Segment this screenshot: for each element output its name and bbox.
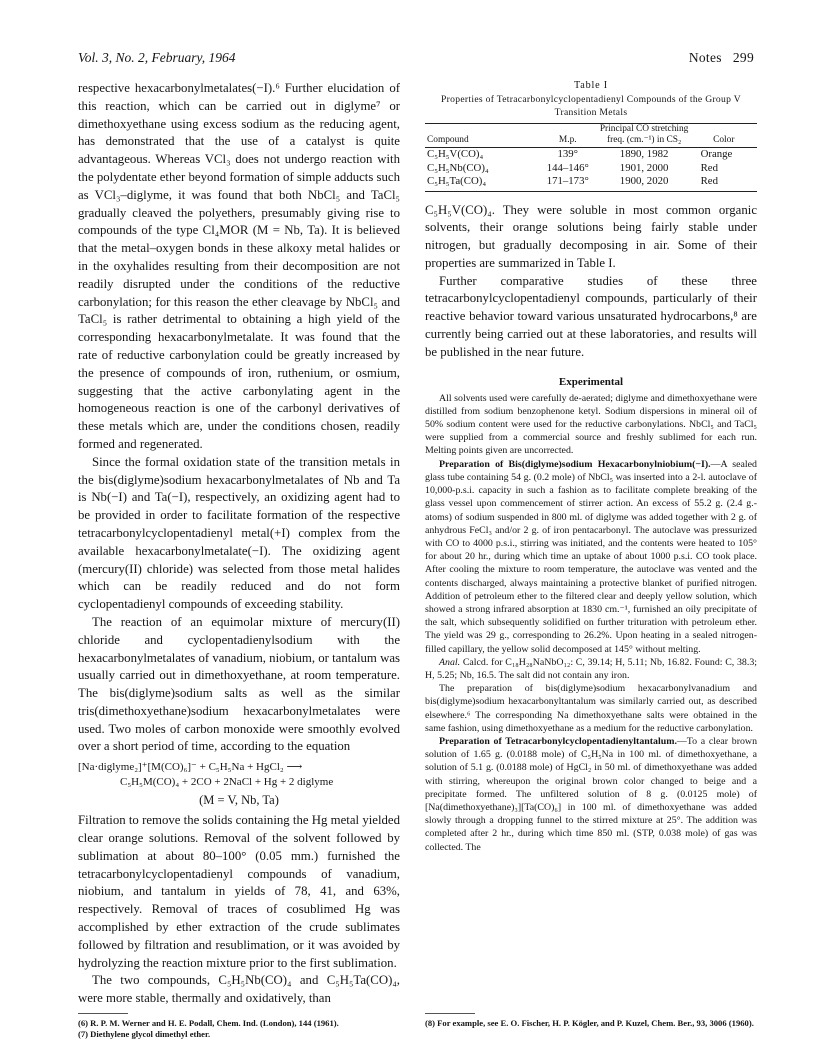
table-row xyxy=(425,175,757,191)
footnote: (8) For example, see E. O. Fischer, H. P. Kögler, and P. Kuzel, Chem. Ber., 93, 3006 (1960). xyxy=(425,1018,754,1028)
column-header: M.p. xyxy=(538,124,598,148)
table-block xyxy=(425,80,757,192)
footnote-rule xyxy=(425,1013,475,1014)
table-cell: Red xyxy=(700,161,718,174)
reaction-equation xyxy=(78,760,400,808)
paragraph: The two compounds, C₅H₅Nb(CO)₄ and C₅H₅Ta(CO)₄, were more stable, thermally and oxidatively, than xyxy=(78,973,400,1006)
paragraph-text: All solvents used were carefully de-aerated; diglyme and dimethoxyethane were distilled from sodium benzophenone ketyl. Sodium dispersions in mineral oil of 50% sodium content were used for the reductive carbonylations. NbCl₅ and TaCl₅ were supplied from a commercial source and freshly sublimed for each run. Melting points given are uncorrected. xyxy=(425,392,757,457)
table-cell: 171–173° xyxy=(538,175,598,191)
paragraph-text: —To a clear brown solution of 1.65 g. (0.0188 mole) of C₅H₅Na in 100 ml. of dimethoxyethane, a solution of 5.1 g. (0.0188 mole) of HgCl₂ in 50 ml. of dimethoxyethane was added with stirring, whereupon the original brown color changed to beige and a precipitate formed. The unfiltered solution of 8 g. (0.0125 mole) of [Na(dimethoxyethane)₃][Ta(CO)₆] in 100 ml. of dimethoxyethane was added slowly through a dropping funnel to the stirred mixture at 25°. The addition was completed after 2 hr., during which time 850 ml. (STP, 0.038 mole) of gas was collected. The xyxy=(425,735,758,853)
paragraph-text: —A sealed glass tube containing 54 g. (0.2 mole) of NbCl₅ was inserted into a 2-l. autoclave of 10,000-p.s.i. capacity in such a fashion as to facilitate complete breaking of the glass vessel upon commencement of stirrer action. An excess of 55.2 g. (2.4 g.-atoms) of sodium suspended in 800 ml. of diglyme was added together with 2 g. of anhydrous FeCl₃ and/or 2 g. of iron pentacarbonyl. The autoclave was pressurized with CO to 4000 p.s.i., stirring was initiated, and the contents were heated to 105° for about 20 hr., during which time an uptake of about 1000 p.s.i. CO took place. After cooling the mixture to room temperature, the autoclave was vented and the contents discharged, always maintaining a protective blanket of purified nitrogen. Addition of petroleum ether to the filtered clear and deeply yellow solution, which showed a strong infrared absorption at 1830 cm.⁻¹, furnished an oily precipitate of the salt, which subsequently solidified on further trituration with petroleum ether. The yield was 29 g., corresponding to 26.2%. Upon heating in a sealed nitrogen-filled capillary, the yellow solid decomposed at 145° without melting. xyxy=(425,458,757,655)
equation-condition: (M = V, Nb, Ta) xyxy=(199,793,279,808)
page-number-header: Notes 299 xyxy=(688,50,754,65)
run-in-heading: Preparation of Tetracarbonylcyclopentadienyltantalum. xyxy=(439,735,677,747)
paragraph: C₅H₅V(CO)₄. They were soluble in most common organic solvents, their orange solutions being fairly stable under nitrogen, but gradually decomposing in air. Some of their properties are summarized in Table I. xyxy=(425,202,757,270)
table-cell: 1890, 1982 xyxy=(619,148,669,160)
paragraph-text: The preparation of bis(diglyme)sodium hexacarbonylvanadium and bis(diglyme)sodium hexacarbonyltantalum was similarly carried out, as described elsewhere.⁶ The corresponding Na dimethoxyethane salts were obtained in the same fashion, using dimethoxyethane as a medium for the reductive carbonylation. xyxy=(425,683,757,734)
equation-line: C₅H₅M(CO)₄ + 2CO + 2NaCl + Hg + 2 diglyme xyxy=(120,776,334,789)
experimental-paragraph xyxy=(425,682,757,735)
right-column xyxy=(425,80,757,854)
experimental-paragraph xyxy=(425,656,757,682)
paragraph: Since the formal oxidation state of the transition metals in the bis(diglyme)sodium hexacarbonylmetalates of Nb and Ta is Nb(−I) and Ta(−I), respectively, an oxidizing agent had to be provided in order to facilitate formation of the respective tetracarbonylcyclopentadienyl metal(+I) complex from the available hexacarbonylmetalate(−I). The oxidizing agent (mercury(II) chloride) was selected from those metal halides which can be readily reduced and do not form cyclopentadienyl compounds of exceeding stability. xyxy=(78,454,400,612)
paragraph: Filtration to remove the solids containing the Hg metal yielded clear orange solutions. Removal of the solvent followed by sublimation at about 80–100° (0.05 mm.) furnished the tetracarbonylcyclopentadienyl compounds of vanadium, niobium, and tantalum in yields of 78, 41, and 63%, respectively. Removal of traces of cosublimed Hg was accomplished by ether extraction of the crude sublimates followed by filtration and resublimation, or it was avoided by hydrolyzing the reaction mixture prior to the first sublimation. xyxy=(78,813,400,970)
footnotes-left xyxy=(78,1018,400,1040)
table-cell: 139° xyxy=(557,148,578,160)
table-cell: Red xyxy=(691,175,757,191)
footnote-rule xyxy=(78,1013,128,1014)
page-header xyxy=(78,50,754,70)
table-cell: Orange xyxy=(700,148,733,160)
table-row xyxy=(425,148,757,162)
paragraph: respective hexacarbonylmetalates(−I).⁶ Further elucidation of this reaction, which can be carried out in diglyme⁷ or dimethoxyethane using excess sodium as the reducing agent, has demonstrated that the use of a catalyst is quite advantageous. Whereas VCl₃ does not undergo reaction with the polydentate ether beyond formation of simple adducts such as VCl₃–diglyme, it was found that both NbCl₅ and TaCl₅ gradually cleaved the polyethers, presumably giving rise to compounds of the type Cl₄MOR (M = Nb, Ta). It is believed that the metal–oxygen bonds in these alkoxy metal halides or in the oxyhalides resulting from their decomposition are not readily disrupted under the conditions of the reductive carbonylation; for this reason the ether cleavage by NbCl₅ and TaCl₅ is rather detrimental to obtaining a high yield of the corresponding hexacarbonylmetalate. It was found that the rate of reductive carbonylation could be greatly increased by the presence of compounds of iron, ruthenium, or osmium, suggesting that the active carbonylating agent in the homogeneous reaction is one of the carbonyl derivatives of these metals which are, under the conditions chosen, readily formed and regenerated. xyxy=(78,81,400,451)
paragraph-text: Calcd. for C₁₈H₂₈NaNbO₁₂: C, 39.14; H, 5.11; Nb, 16.82. Found: C, 38.3; H, 5.25; Nb, 16.5. The salt did not contain any iron. xyxy=(425,656,757,681)
table-cell: 1900, 2020 xyxy=(598,175,691,191)
analysis-label: Anal. xyxy=(439,656,461,668)
column-header: Principal CO stretching freq. (cm.⁻¹) in CS₂ xyxy=(598,124,691,148)
section-heading: Experimental xyxy=(558,375,624,388)
footnotes-right xyxy=(425,1018,757,1029)
table-caption: Properties of Tetracarbonylcyclopentadienyl Compounds of the Group V Transition Metals xyxy=(441,94,741,118)
table-cell: C₅H₅Nb(CO)₄ xyxy=(427,161,489,174)
paragraph: The reaction of an equimolar mixture of mercury(II) chloride and cyclopentadienylsodium with the hexacarbonylmetalates of vanadium, niobium, or tantalum was usually carried out in dimethoxyethane, at room temperature. The bis(diglyme)sodium salts as well as the similar tris(dimethoxyethane)sodium hexacarbonylmetalates were used. Two moles of carbon monoxide were smoothly evolved over a short period of time, according to the equation xyxy=(78,614,400,754)
table-cell: 144–146° xyxy=(546,161,589,174)
table-cell: C₅H₅V(CO)₄ xyxy=(427,148,484,160)
journal-issue-line: Vol. 3, No. 2, February, 1964 xyxy=(78,50,236,65)
properties-table xyxy=(425,123,757,192)
table-row xyxy=(425,162,757,176)
column-header: Compound xyxy=(425,124,538,148)
column-header: Color xyxy=(691,124,757,148)
experimental-paragraph xyxy=(425,735,757,854)
table-cell: C₅H₅Ta(CO)₄ xyxy=(425,175,538,191)
experimental-paragraph xyxy=(425,458,757,656)
run-in-heading: Preparation of Bis(diglyme)sodium Hexacarbonylniobium(−I). xyxy=(439,458,711,470)
table-header-row xyxy=(425,124,757,148)
left-column xyxy=(78,80,400,1008)
paragraph: Further comparative studies of these three tetracarbonylcyclopentadienyl compounds, particularly of their reactive behavior toward various unsaturated hydrocarbons,⁸ are currently being carried out at these laboratories, and results will be published in the near future. xyxy=(425,273,757,359)
table-title: Table I xyxy=(573,80,609,91)
equation-line: [Na·diglyme₂]⁺[M(CO)₆]⁻ + C₅H₅Na + HgCl₂ ⟶ xyxy=(78,761,303,774)
experimental-paragraph xyxy=(425,392,757,458)
footnote: (6) R. P. M. Werner and H. E. Podall, Chem. Ind. (London), 144 (1961). xyxy=(78,1018,339,1028)
footnote: (7) Diethylene glycol dimethyl ether. xyxy=(78,1029,211,1039)
table-cell: 1901, 2000 xyxy=(619,161,669,174)
